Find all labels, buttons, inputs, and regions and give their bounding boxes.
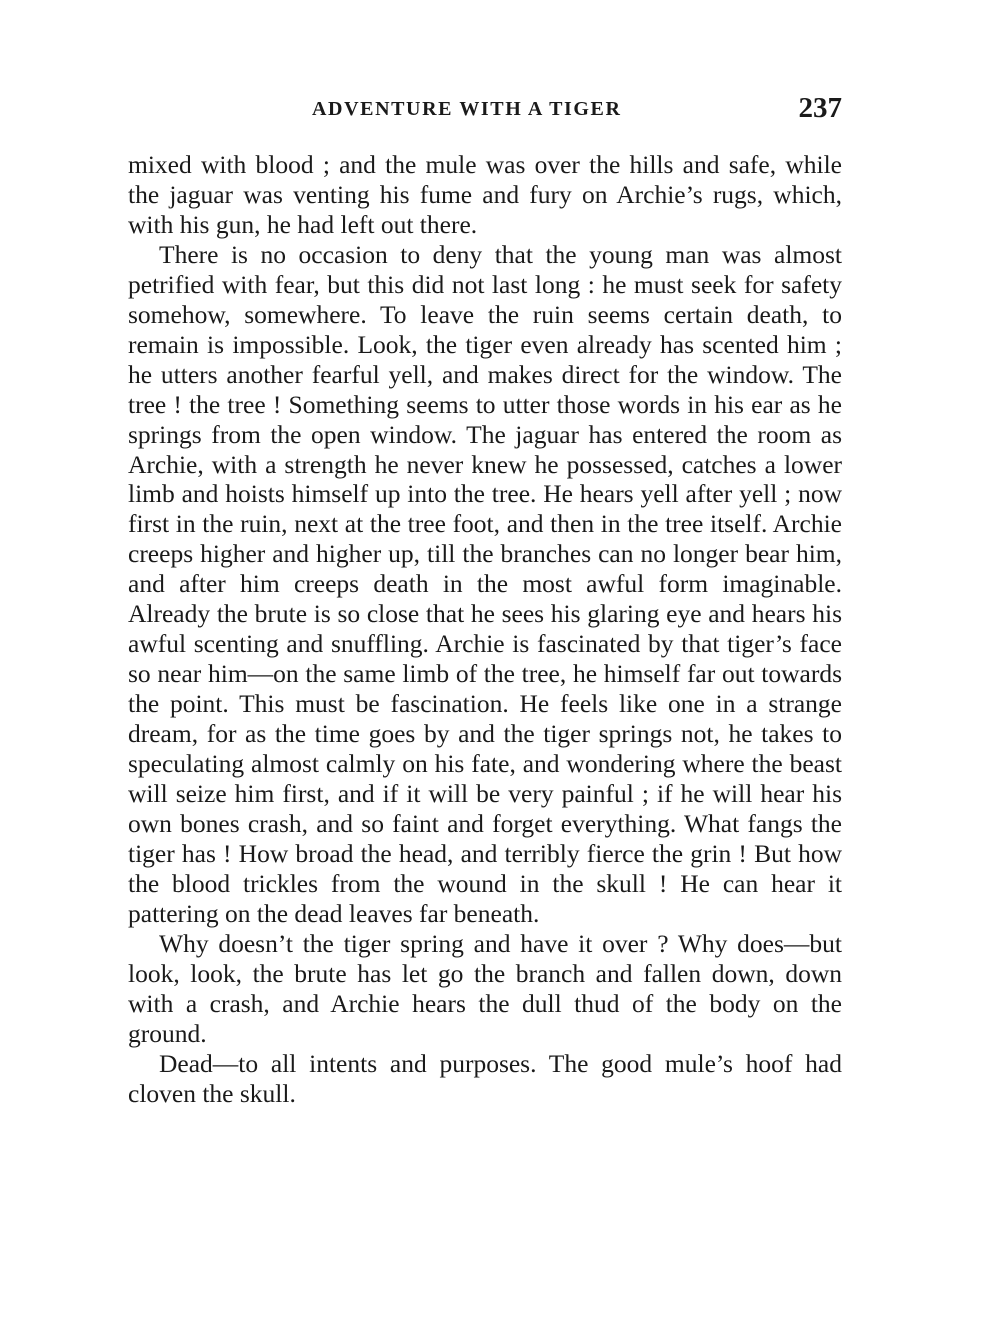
page-number: 237 bbox=[798, 92, 842, 124]
body-text bbox=[128, 150, 842, 1109]
paragraph: Dead—to all intents and purposes. The good mule’s hoof had cloven the skull. bbox=[128, 1048, 842, 1108]
running-head bbox=[128, 92, 842, 126]
paragraph: Why doesn’t the tiger spring and have it over ? Why does—but look, look, the brute has let go the branch and fallen down, down with a crash, and Archie hears the dull thud of the body on the ground. bbox=[128, 928, 842, 1048]
paragraph-continued: mixed with blood ; and the mule was over the hills and safe, while the jaguar was venting his fume and fury on Archie’s rugs, which, with his gun, he had left out there. bbox=[128, 150, 842, 239]
running-title: ADVENTURE WITH A TIGER bbox=[312, 98, 622, 120]
paragraph: There is no occasion to deny that the young man was almost petrified with fear, but this did not last long : he must seek for safety somehow, somewhere. To leave the ruin seems certain death, to remain is impossible. Look, the tiger even already has scented him ; he utters another fearful yell, and makes direct for the window. The tree ! the tree ! Something seems to utter those words in his ear as he springs from the open window. The jaguar has entered the room as Archie, with a strength he never knew he possessed, catches a lower limb and hoists himself up into the tree. He hears yell after yell ; now first in the ruin, next at the tree foot, and then in the tree itself. Archie creeps higher and higher up, till the branches can no longer bear him, and after him creeps death in the most awful form imaginable. Already the brute is so close that he sees his glaring eye and hears his awful scenting and snuffling. Archie is fascinated by that tiger’s face so near him—on the same limb of the tree, he himself far out towards the point. This must be fascination. He feels like one in a strange dream, for as the time goes by and the tiger springs not, he takes to speculating almost calmly on his fate, and wondering where the beast will seize him first, and if it will be very painful ; if he will hear his own bones crash, and so faint and forget everything. What fangs the tiger has ! How broad the head, and terribly fierce the grin ! But how the blood trickles from the wound in the skull ! He can hear it pattering on the dead leaves far beneath. bbox=[128, 239, 842, 928]
